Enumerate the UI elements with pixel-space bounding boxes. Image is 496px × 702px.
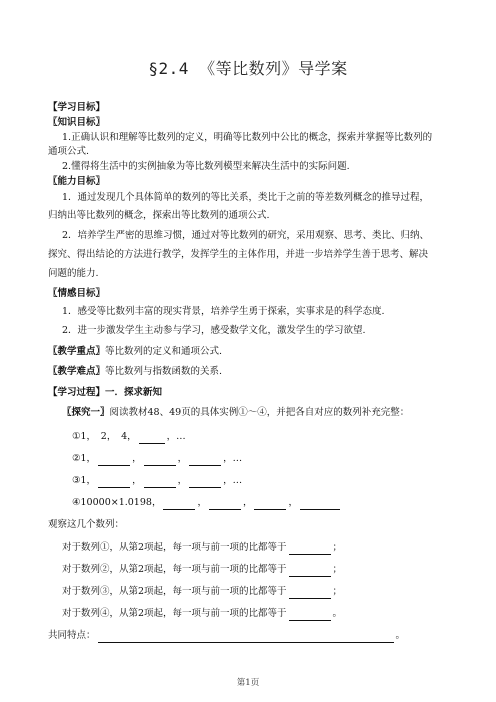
key-point-label: 〖教学重点〗: [48, 346, 106, 357]
page-number: 第1页: [236, 678, 260, 688]
page-title: §2.4 《等比数列》导学案: [148, 59, 348, 78]
sequence-4-blank-4[interactable]: [300, 499, 340, 510]
ratio-2-blank[interactable]: [289, 566, 331, 577]
sequence-1-blank[interactable]: [139, 433, 165, 444]
teaching-key-point: [48, 345, 222, 359]
learning-goals-header: 【学习目标】: [48, 102, 106, 113]
ability-item-2: 2．培养学生严密的思维习惯，通过对等比数列的研究，采用观察、思考、类比、归纳、: [62, 230, 430, 241]
common-feature-label: 共同特点：: [48, 630, 96, 641]
sequence-2-blank-1[interactable]: [98, 455, 130, 466]
sequence-2-blank-3[interactable]: [189, 455, 221, 466]
ability-item-1: 1．通过发现几个具体简单的数列的等比关系，类比于之前的等差数列概念的推导过程，: [62, 192, 430, 203]
emotion-item-1: 1．感受等比数列丰富的现实背景，培养学生勇于探索，实事求是的科学态度.: [62, 306, 385, 317]
ratio-4-blank[interactable]: [289, 610, 331, 621]
learning-process-header: 【学习过程】一．探求新知: [48, 387, 163, 398]
ability-item-2-cont2: 问题的能力.: [48, 268, 99, 279]
sequence-3: ③1， ， ， ，…: [72, 475, 243, 486]
ratio-line-1: 对于数列①，从第2项起，每一项与前一项的比都等于 ；: [62, 542, 343, 553]
emotion-item-2: 2．进一步激发学生主动参与学习，感受数学文化，激发学生的学习欲望.: [62, 325, 366, 336]
ratio-line-2: 对于数列②，从第2项起，每一项与前一项的比都等于 ；: [62, 564, 343, 575]
sequence-4: ④10000×1.0198， ， ， ，: [72, 496, 342, 510]
knowledge-item-1-cont: 通项公式.: [48, 146, 90, 157]
sequence-4-blank-3[interactable]: [254, 499, 286, 510]
sequence-2: ②1， ， ， ，…: [72, 453, 243, 464]
sequence-3-blank-3[interactable]: [189, 477, 221, 488]
key-point-text: 等比数列的定义和通项公式.: [105, 346, 223, 357]
sequence-1: ①1， 2， 4， ，…: [72, 431, 186, 442]
observe-prompt: 观察这几个数列：: [48, 519, 125, 530]
explore-one-label: 〖探究一〗: [62, 407, 110, 418]
explore-one: [62, 406, 409, 420]
common-feature-blank[interactable]: [98, 632, 394, 643]
ratio-1-blank[interactable]: [289, 544, 331, 555]
ability-item-1-cont: 归纳出等比数列的概念，探索出等比数列的通项公式.: [48, 210, 270, 221]
difficulty-label: 〖教学难点〗: [48, 366, 106, 377]
ratio-line-3: 对于数列③，从第2项起，每一项与前一项的比都等于 ；: [62, 586, 343, 597]
sequence-3-blank-2[interactable]: [144, 477, 176, 488]
difficulty-text: 等比数列与指数函数的关系.: [105, 366, 223, 377]
ratio-3-blank[interactable]: [289, 588, 331, 599]
ratio-line-4: 对于数列④，从第2项起，每一项与前一项的比都等于 。: [62, 608, 343, 619]
ability-goals-label: 〖能力目标〗: [48, 176, 106, 187]
emotion-goals-label: 〖情感目标〗: [48, 288, 106, 299]
sequence-4-blank-1[interactable]: [163, 499, 195, 510]
ability-item-2-cont1: 探究、得出结论的方法进行教学，发挥学生的主体作用，并进一步培养学生善于思考、解决: [48, 249, 429, 260]
sequence-4-blank-2[interactable]: [209, 499, 241, 510]
sequence-3-blank-1[interactable]: [98, 477, 130, 488]
explore-one-text: 阅读教材48、49页的具体实例①～④，并把各自对应的数列补充完整：: [109, 407, 410, 418]
common-feature-line: 共同特点： 。: [48, 630, 406, 641]
knowledge-item-2: 2.懂得将生活中的实例抽象为等比数列模型来解决生活中的实际问题.: [62, 161, 350, 172]
knowledge-goals-label: 〖知识目标〗: [48, 117, 106, 128]
teaching-difficulty: [48, 365, 222, 379]
sequence-2-blank-2[interactable]: [144, 455, 176, 466]
knowledge-item-1: 1.正确认识和理解等比数列的定义，明确等比数列中公比的概念，探索并掌握等比数列的: [62, 132, 433, 143]
